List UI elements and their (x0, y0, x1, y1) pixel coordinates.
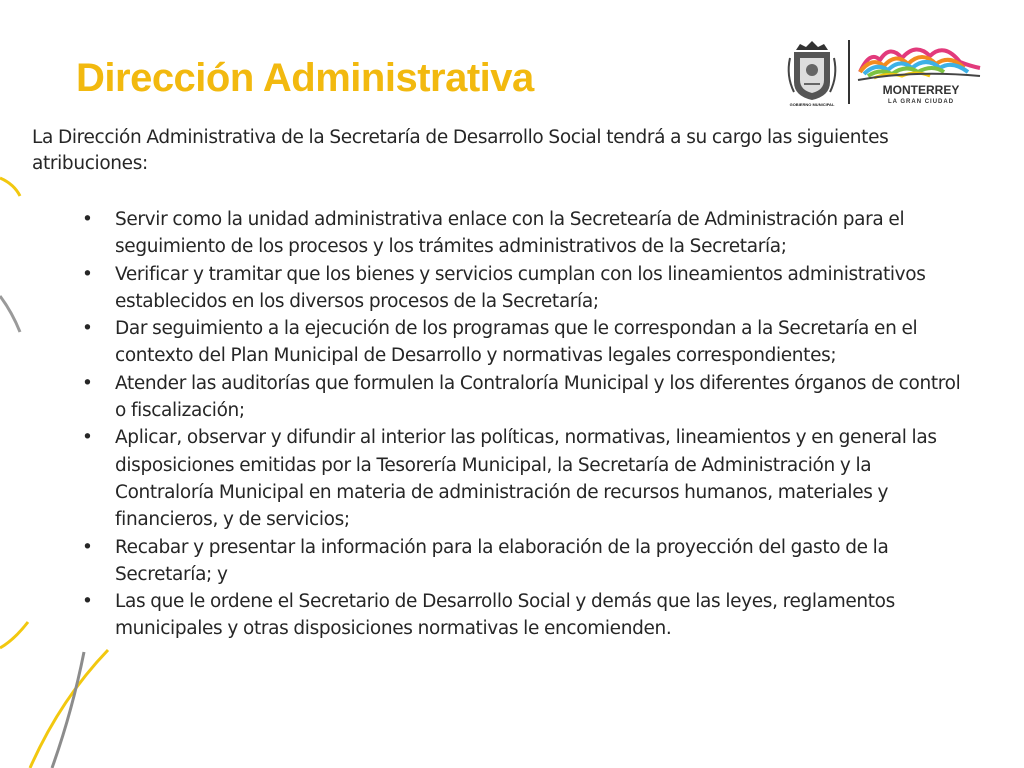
bullet-marker: • (82, 263, 93, 285)
logo-divider (848, 40, 850, 104)
list-item-text: Servir como la unidad administrativa enlace con la Secretearía de Administración para el seguimiento de los procesos y los trámites administrativos de la Secretaría; (115, 209, 905, 258)
list-item-text: Las que le ordene el Secretario de Desarrollo Social y demás que las leyes, reglamentos municipales y otras disposiciones normativas le encomienden. (115, 591, 895, 640)
coat-of-arms-seal (789, 41, 836, 107)
list-item-text: Verificar y tramitar que los bienes y servicios cumplan con los lineamientos administrativos establecidos en los diversos procesos de la Secretaría; (115, 263, 926, 312)
bullet-marker: • (82, 318, 93, 340)
list-item (82, 315, 962, 370)
bullet-marker: • (82, 536, 93, 558)
brand-tagline: LA GRAN CIUDAD (887, 99, 955, 105)
list-item-text: Aplicar, observar y difundir al interior las políticas, normativas, lineamientos y en general las disposiciones emitidas por la Tesorería Municipal, la Secretaría de Administración y la Contraloría Municipal en materia de administración de recursos humanos, materiales y financieros, y de servicios; (115, 427, 937, 531)
bullet-marker: • (82, 372, 93, 394)
attributions-list (82, 206, 962, 643)
list-item-text: Atender las auditorías que formulen la Contraloría Municipal y los diferentes órganos de control o fiscalización; (115, 372, 961, 422)
list-item (82, 534, 962, 589)
brand-name: MONTERREY (882, 83, 960, 97)
bullet-marker: • (82, 427, 93, 449)
list-item (82, 588, 962, 643)
monterrey-mountains-logo (858, 49, 980, 80)
intro-paragraph: La Dirección Administrativa de la Secretaría de Desarrollo Social tendrá a su cargo las siguientes atribuciones: (32, 127, 889, 174)
list-item (82, 261, 962, 316)
header-logos (784, 36, 984, 108)
bullet-marker: • (82, 591, 93, 613)
seal-caption: GOBIERNO MUNICIPAL (789, 102, 835, 107)
bullet-marker: • (82, 209, 93, 230)
list-item-text: Dar seguimiento a la ejecución de los programas que le correspondan a la Secretaría en el contexto del Plan Municipal de Desarrollo y normativas legales correspondientes; (115, 318, 918, 367)
list-item (82, 424, 962, 533)
page-title: Dirección Administrativa (76, 56, 534, 100)
list-item (82, 206, 962, 261)
list-item-text: Recabar y presentar la información para la elaboración de la proyección del gasto de la Secretaría; y (115, 536, 889, 585)
list-item (82, 370, 962, 425)
